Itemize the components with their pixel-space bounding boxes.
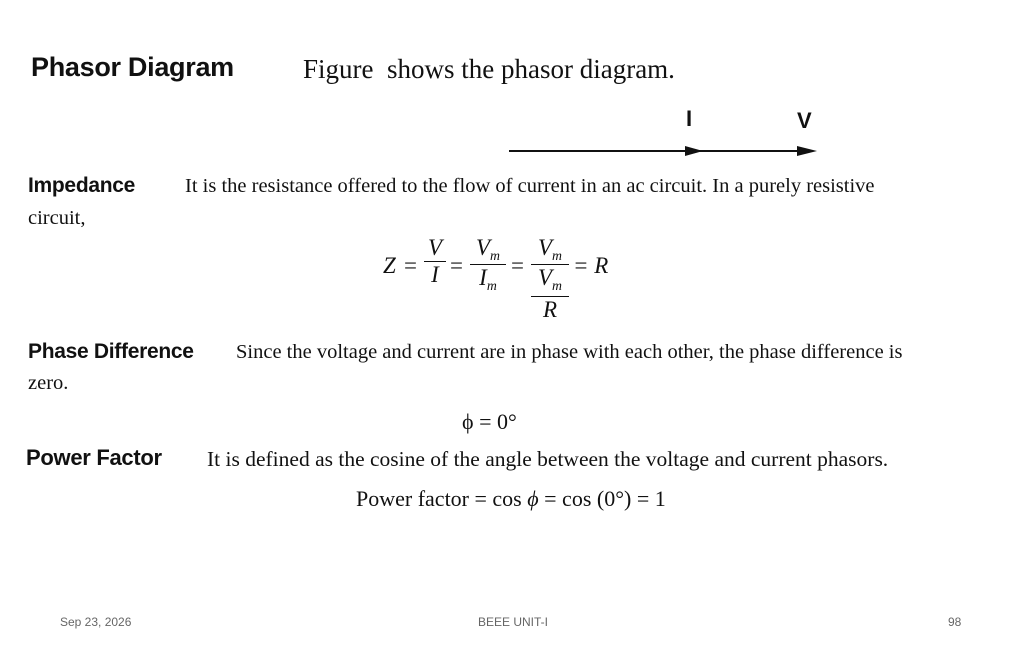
impedance-text-line1: It is the resistance offered to the flow of current in an ac circuit. In a purely resistive	[185, 175, 875, 197]
fraction-vm-bottom: $V_m$	[537, 264, 563, 293]
impedance-heading: Impedance	[28, 174, 136, 197]
fraction-v-over-i	[424, 235, 446, 288]
fraction-im: $I_m$	[479, 264, 497, 293]
fraction-i: I	[431, 262, 439, 287]
eq-equals-1: =	[404, 253, 417, 278]
phase-difference-heading: Phase Difference	[28, 340, 194, 363]
phase-difference-text-line1: Since the voltage and current are in phase with each other, the phase difference is	[236, 341, 903, 363]
eq-equals-2: =	[450, 253, 463, 278]
power-factor-equation	[356, 486, 666, 512]
fraction-v: V	[427, 235, 443, 260]
phasor-diagram	[505, 140, 825, 164]
phase-difference-text-line2: zero.	[28, 372, 69, 394]
fraction-vm-top: $V_m$	[537, 235, 563, 263]
fraction-vm-over-vm-r	[531, 235, 569, 323]
eq-z: Z	[383, 253, 396, 278]
phasor-label-i: I	[686, 106, 692, 131]
impedance-text-line2: circuit,	[28, 207, 86, 229]
footer-page-number: 98	[948, 615, 962, 629]
phase-difference-equation: ϕ = 0°	[462, 409, 517, 434]
current-phasor-arrowhead	[685, 146, 703, 156]
fraction-r: R	[542, 296, 558, 322]
fraction-vm: $V_m$	[475, 235, 501, 263]
voltage-phasor-arrowhead	[797, 146, 817, 156]
footer-date: Sep 23, 2026	[60, 615, 132, 629]
fraction-vm-over-im	[470, 235, 506, 294]
phasor-text: Figure shows the phasor diagram.	[303, 54, 675, 84]
eq-final: = R	[573, 253, 609, 278]
power-factor-text: It is defined as the cosine of the angle between the voltage and current phasors.	[207, 447, 889, 471]
power-factor-eq-phi: ϕ	[527, 486, 539, 511]
footer-title: BEEE UNIT-I	[478, 615, 549, 629]
eq-equals-3: =	[511, 253, 524, 278]
phasor-label-v: V	[797, 108, 812, 133]
power-factor-heading: Power Factor	[26, 445, 162, 470]
power-factor-eq-label: Power factor = cos	[356, 486, 528, 511]
power-factor-eq-rest: = cos (0°) = 1	[538, 486, 666, 511]
phasor-heading: Phasor Diagram	[31, 52, 234, 82]
